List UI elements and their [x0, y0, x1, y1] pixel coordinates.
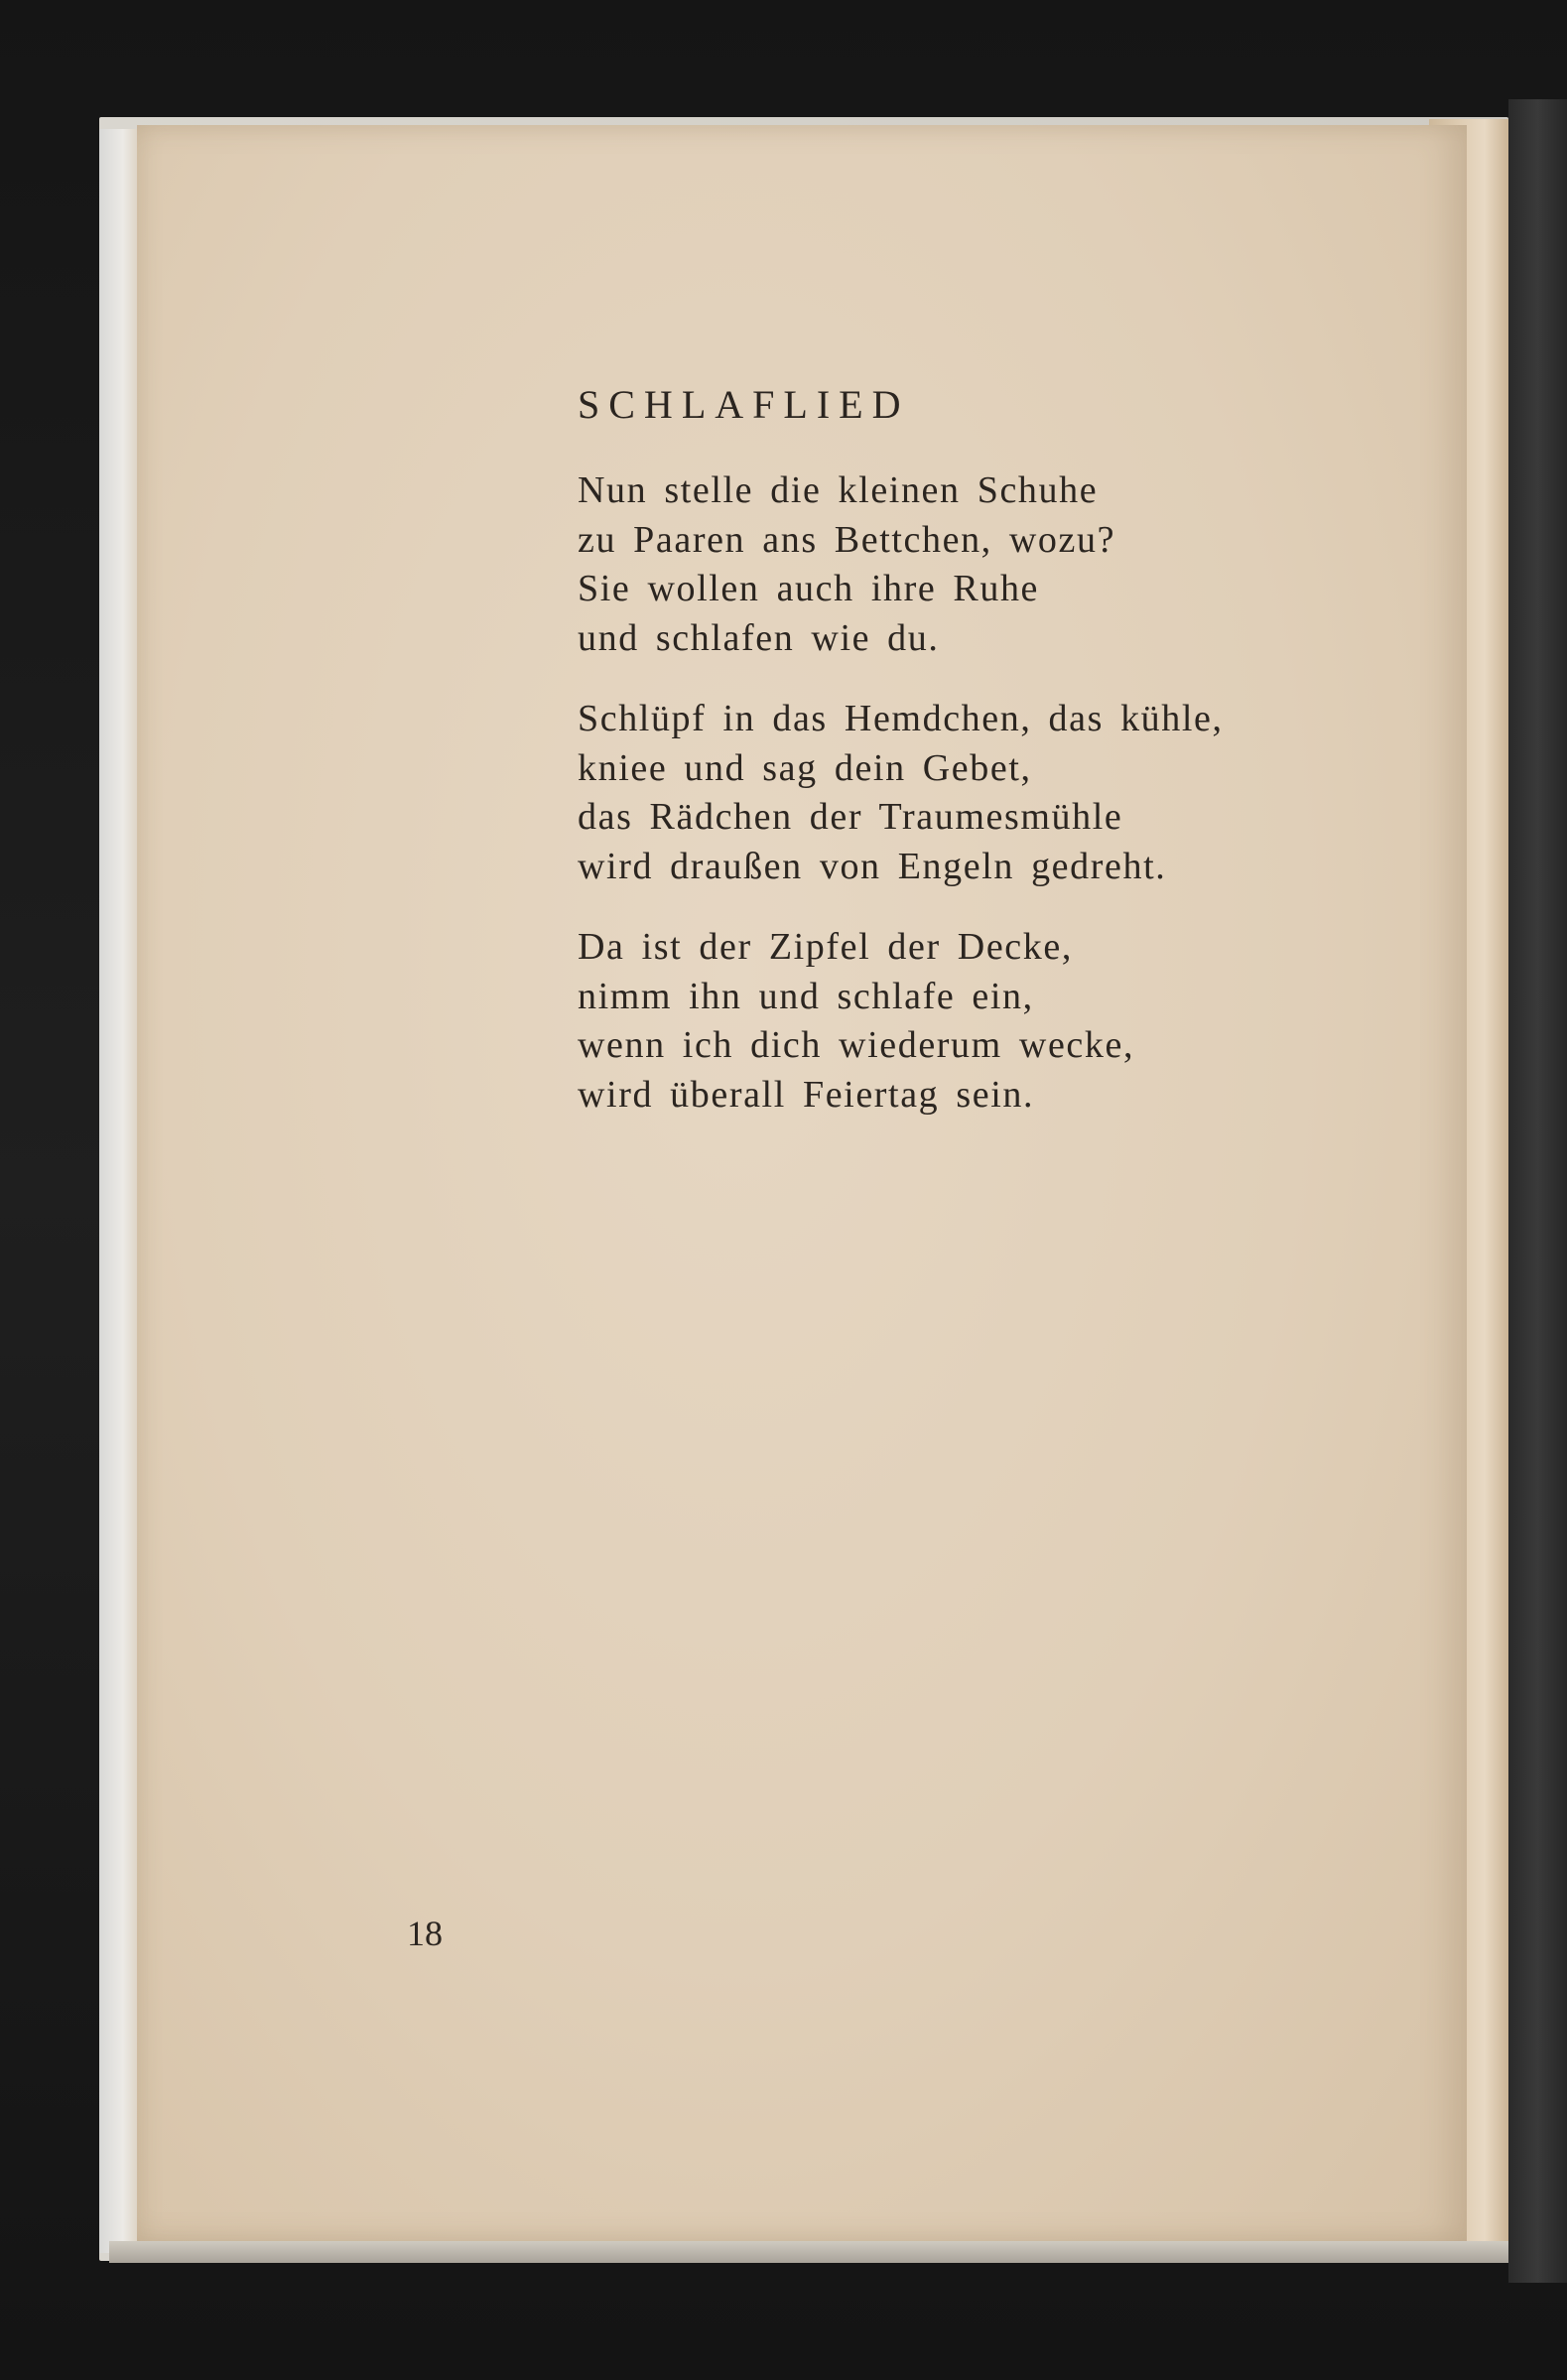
- poem-line: Schlüpf in das Hemdchen, das kühle,: [578, 698, 1224, 739]
- stanza-1: [578, 466, 1224, 663]
- page-number: 18: [407, 1914, 443, 1953]
- poem-line: wenn ich dich wiederum wecke,: [578, 1024, 1135, 1066]
- poem-title: SCHLAFLIED: [578, 382, 910, 427]
- poem-line: Da ist der Zipfel der Decke,: [578, 926, 1073, 968]
- poem: [578, 379, 1224, 1151]
- stanza-3: [578, 923, 1224, 1120]
- poem-line: kniee und sag dein Gebet,: [578, 746, 1032, 789]
- poem-line: das Rädchen der Traumesmühle: [578, 796, 1123, 838]
- poem-line: nimm ihn und schlafe ein,: [578, 975, 1034, 1017]
- poem-line: und schlafen wie du.: [578, 616, 940, 659]
- poem-line: wird überall Feiertag sein.: [578, 1073, 1035, 1116]
- poem-line: Nun stelle die kleinen Schuhe: [578, 469, 1099, 511]
- bottom-board-edge: [109, 2241, 1508, 2263]
- stanza-2: [578, 695, 1224, 891]
- poem-line: wird draußen von Engeln gedreht.: [578, 845, 1167, 887]
- poem-line: Sie wollen auch ihre Ruhe: [578, 568, 1040, 609]
- book-spine: [1508, 99, 1567, 2283]
- poem-line: zu Paaren ans Bettchen, wozu?: [578, 518, 1116, 561]
- left-board-edge: [99, 129, 139, 2253]
